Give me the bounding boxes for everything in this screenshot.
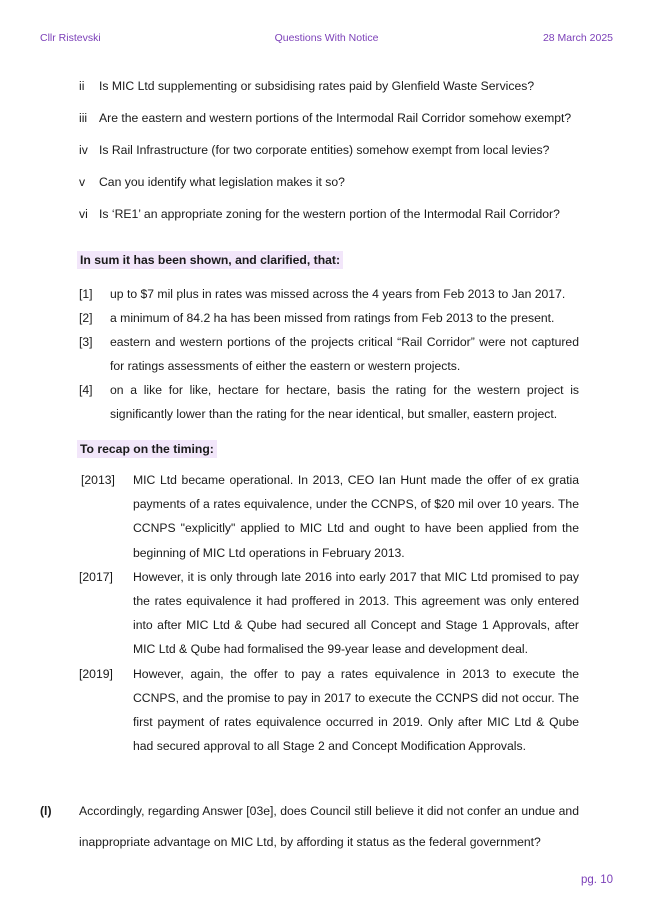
item-number: [4] bbox=[79, 383, 93, 397]
roman-item bbox=[79, 206, 599, 222]
item-number: [1] bbox=[79, 287, 93, 301]
roman-item bbox=[79, 174, 599, 190]
header-title: Questions With Notice bbox=[274, 32, 379, 44]
question-block bbox=[40, 796, 579, 858]
sum-heading: In sum it has been shown, and clarified, that: bbox=[77, 251, 343, 269]
item-year: [2017] bbox=[79, 569, 113, 584]
item-number: [3] bbox=[79, 335, 93, 349]
list-item bbox=[79, 468, 579, 565]
roman-text: Is ‘RE1’ an appropriate zoning for the western portion of the Intermodal Rail Corridor? bbox=[99, 207, 560, 221]
list-item bbox=[79, 330, 579, 378]
list-item bbox=[79, 378, 579, 426]
item-text: eastern and western portions of the projects critical “Rail Corridor” were not captured for ratings assessments of either the eastern or western projects. bbox=[110, 335, 579, 373]
item-text: a minimum of 84.2 ha has been missed from ratings from Feb 2013 to the present. bbox=[110, 311, 555, 325]
recap-heading: To recap on the timing: bbox=[77, 440, 217, 458]
question-text: Accordingly, regarding Answer [03e], does Council still believe it did not confer an undue and inappropriate advantage on MIC Ltd, by affording it status as the federal government? bbox=[79, 804, 579, 849]
item-year: [2013] bbox=[81, 473, 115, 487]
header-date: 28 March 2025 bbox=[542, 32, 613, 44]
item-text: However, again, the offer to pay a rates equivalence in 2013 to execute the CCNPS, and the promise to pay in 2017 to execute the CCNPS did not occur. The first payment of rates equivalence occurred in 2019. Only after MIC Ltd & Qube had secured approval to all Stage 2 and Concept Modification Approvals. bbox=[133, 666, 579, 754]
list-item bbox=[79, 662, 579, 759]
roman-text: Are the eastern and western portions of the Intermodal Rail Corridor somehow exempt? bbox=[99, 111, 572, 125]
sum-list bbox=[79, 282, 579, 426]
list-item bbox=[79, 565, 579, 662]
item-text: up to $7 mil plus in rates was missed across the 4 years from Feb 2013 to Jan 2017. bbox=[110, 287, 566, 301]
roman-text: Can you identify what legislation makes it so? bbox=[99, 175, 345, 189]
roman-text: Is Rail Infrastructure (for two corporate entities) somehow exempt from local levies? bbox=[99, 143, 550, 157]
roman-item bbox=[79, 110, 599, 126]
roman-numeral: vi bbox=[79, 207, 88, 221]
roman-numeral: ii bbox=[79, 79, 85, 93]
roman-item bbox=[79, 142, 599, 158]
item-number: [2] bbox=[79, 311, 93, 325]
question-label: (l) bbox=[40, 804, 52, 818]
item-year: [2019] bbox=[79, 666, 113, 681]
roman-numeral: v bbox=[79, 175, 86, 189]
item-text: MIC Ltd became operational. In 2013, CEO Ian Hunt made the offer of ex gratia payments of a rates equivalence, under the CCNPS, of $20 mil over 10 years. The CCNPS "explicitly" applied to MIC Ltd and ought to have been applied from the beginning of MIC Ltd operations in February 2013. bbox=[133, 473, 579, 560]
roman-numeral: iv bbox=[79, 143, 88, 157]
list-item bbox=[79, 282, 579, 306]
item-text: However, it is only through late 2016 into early 2017 that MIC Ltd promised to pay the rates equivalence it had proffered in 2013. This agreement was only entered into after MIC Ltd & Qube had secured all Concept and Stage 1 Approvals, after MIC Ltd & Qube had formalised the 99-year lease and development deal. bbox=[133, 569, 579, 657]
header-author: Cllr Ristevski bbox=[40, 32, 101, 44]
page-number: pg. 10 bbox=[581, 874, 613, 886]
list-item bbox=[79, 306, 579, 330]
roman-numeral: iii bbox=[79, 111, 88, 125]
roman-text: Is MIC Ltd supplementing or subsidising rates paid by Glenfield Waste Services? bbox=[99, 79, 535, 93]
roman-item bbox=[79, 78, 599, 94]
recap-list bbox=[79, 468, 579, 758]
item-text: on a like for like, hectare for hectare, basis the rating for the western project is significantly lower than the rating for the near identical, but smaller, eastern project. bbox=[110, 383, 579, 421]
